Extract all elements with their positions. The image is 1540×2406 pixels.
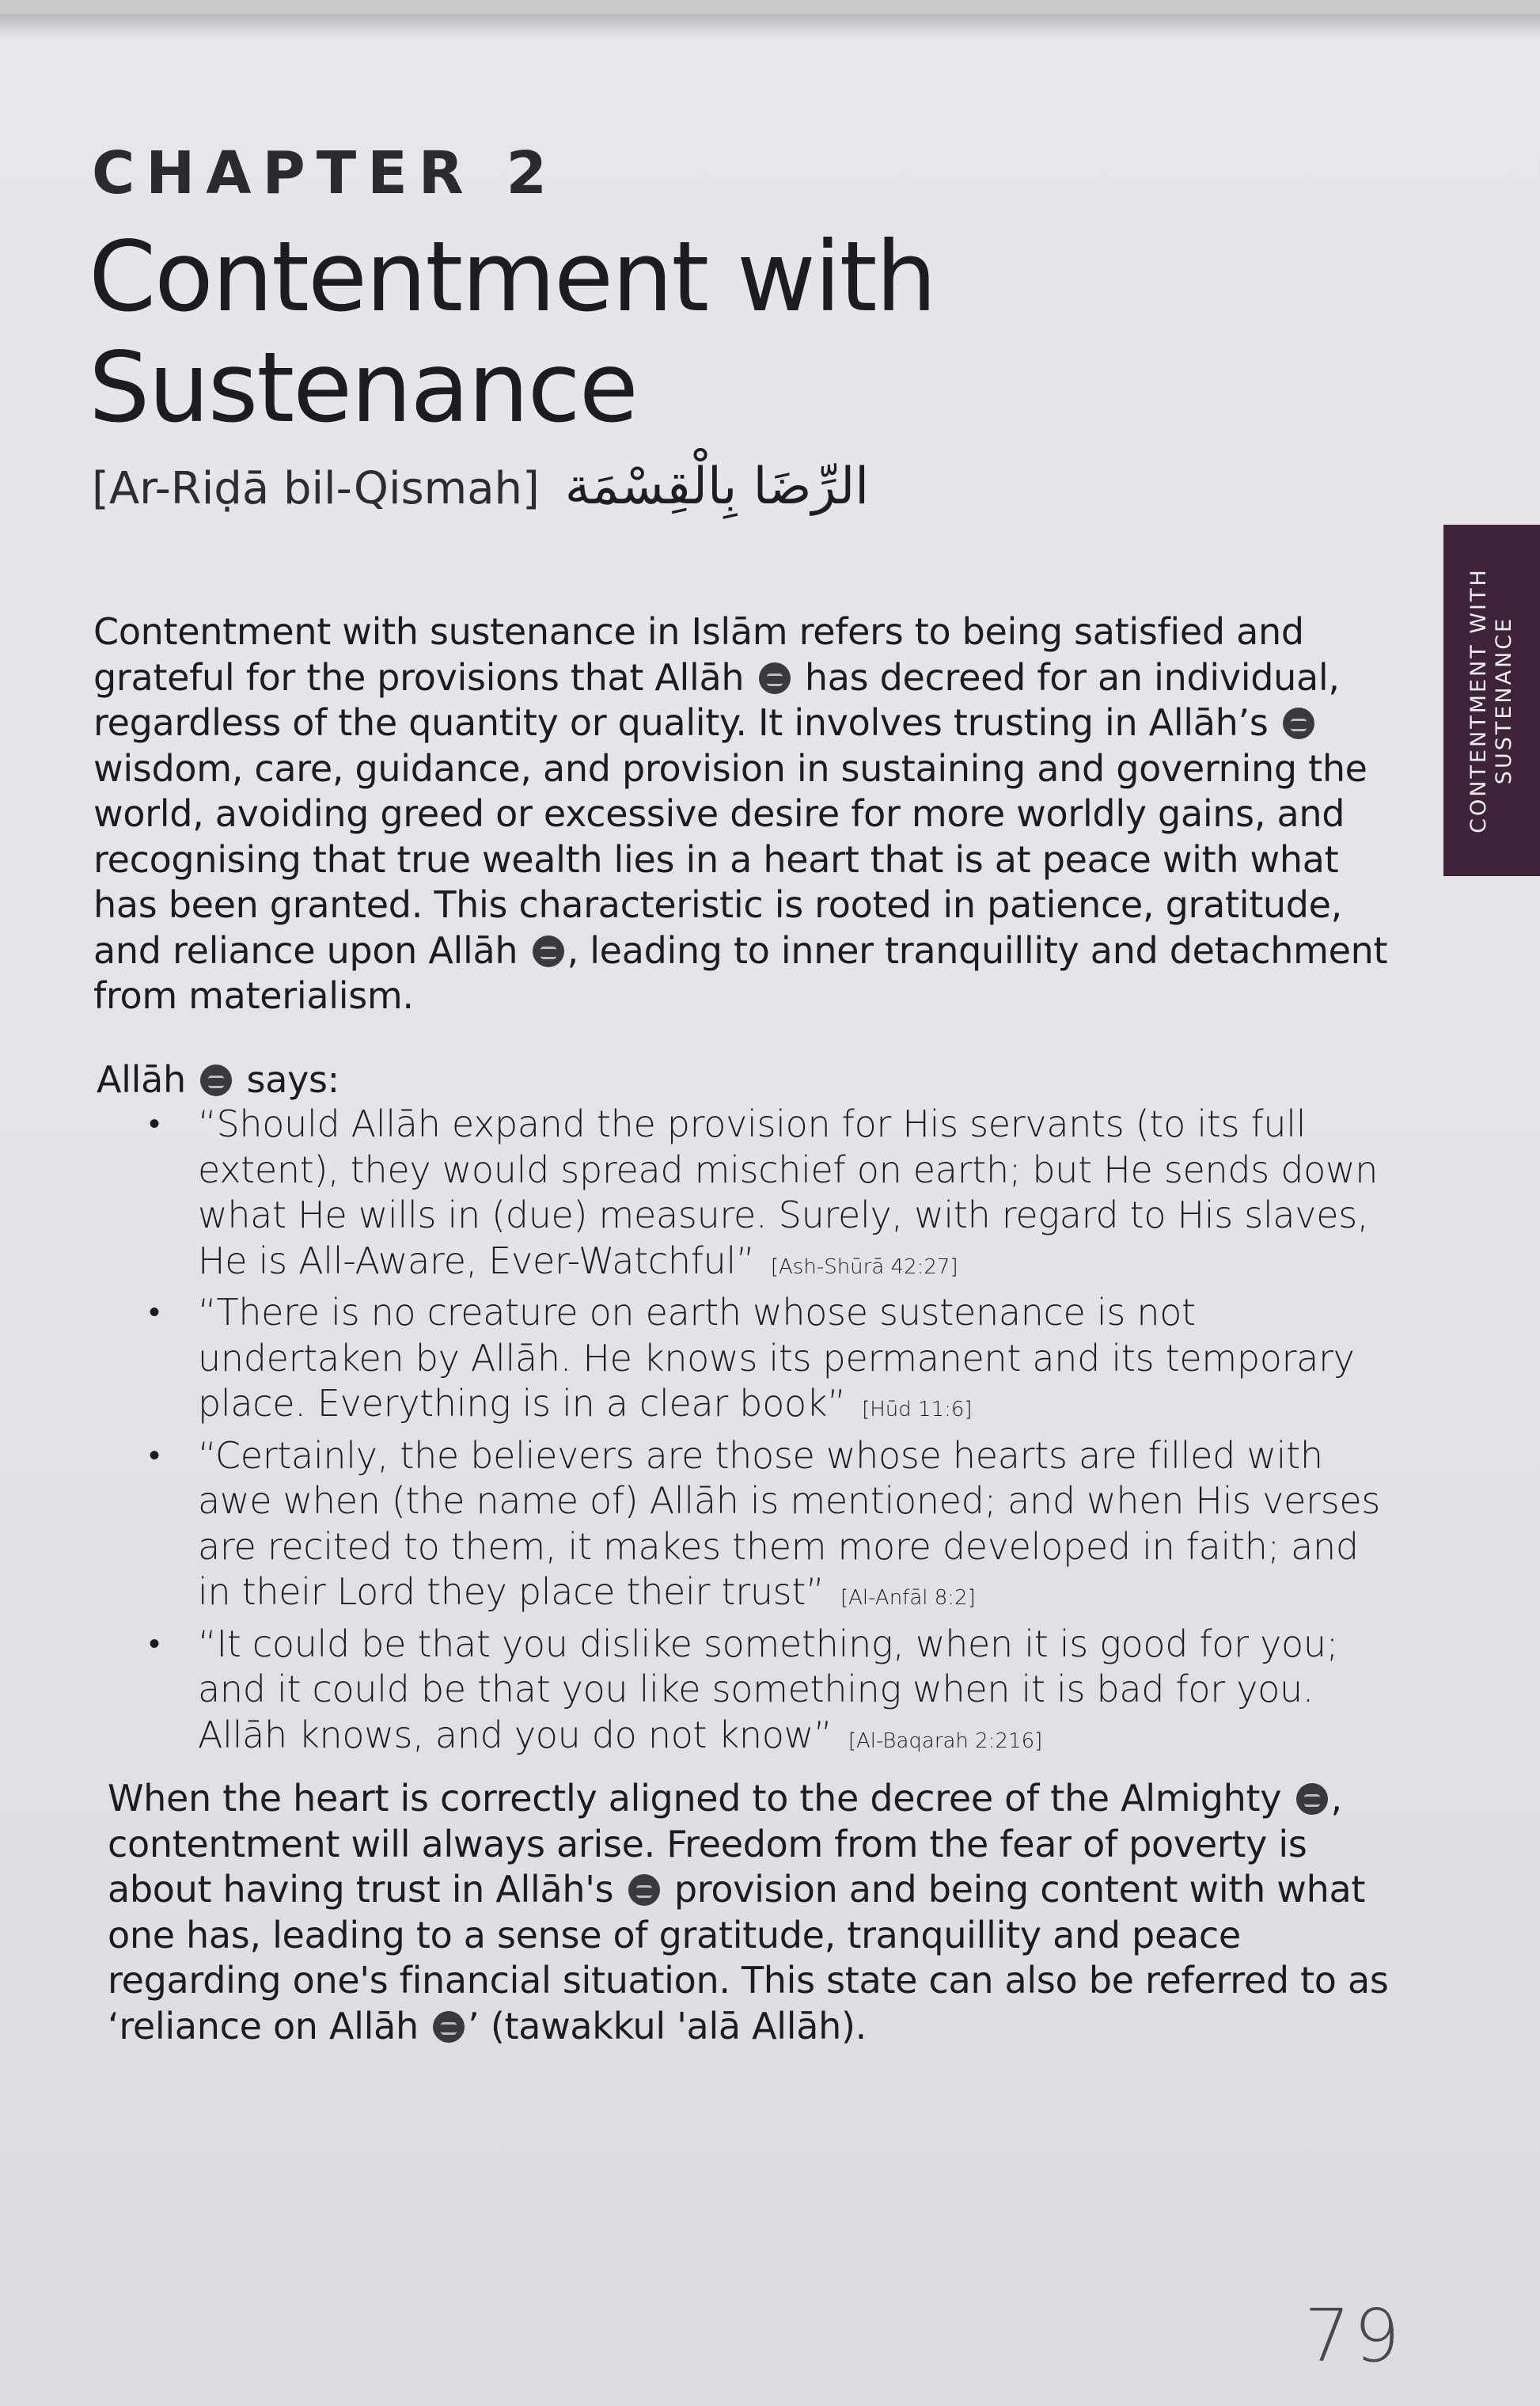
honorific-icon: [1283, 708, 1314, 739]
paragraph-1-text-a: Contentment with sustenance in Islām refers to being satisfied and grateful for the provisions that Allāh: [93, 610, 1304, 699]
paragraph-1-text-c: wisdom, care, guidance, and provision in sustaining and governing the world, avoiding greed or excessive desire for more worldly gains, and recognising that true wealth lies in a heart that is at peace with what has been granted. This characteristic is rooted in patience, gratitude, and reliance upon Allāh: [93, 746, 1367, 972]
paragraph-2-text-d: ’ (tawakkul 'alā Allāh).: [468, 2004, 867, 2047]
honorific-icon: [628, 1874, 660, 1906]
honorific-icon: [433, 2011, 465, 2043]
paragraph-1-text-d: , leading to inner tranquillity and detachment from materialism.: [93, 928, 1388, 1017]
paragraph-1: [93, 609, 1407, 1019]
verse-reference: [Hūd 11:6]: [862, 1398, 973, 1421]
bullet-icon: •: [149, 1436, 160, 1474]
side-tab-line2: SUSTENANCE: [1492, 616, 1517, 785]
verse-reference: [Al-Anfāl 8:2]: [840, 1586, 976, 1610]
intro-text-b: says:: [246, 1058, 339, 1101]
paragraph-2: [108, 1776, 1390, 2049]
verse-text: “It could be that you dislike something, when it is good for you; and it could be that you like something when it is bad for you. Allāh knows, and you do not know”: [198, 1622, 1338, 1756]
arabic-title: الرِّضَا بِالْقِسْمَة: [564, 457, 870, 516]
book-page: [0, 14, 1540, 2406]
honorific-icon: [533, 935, 564, 967]
paragraph-2-text-a: When the heart is correctly aligned to the decree of the Almighty: [108, 1777, 1282, 1820]
honorific-icon: [759, 662, 791, 694]
transliteration: [Ar-Riḍā bil-Qismah]: [92, 463, 540, 514]
bullet-icon: •: [149, 1625, 160, 1662]
paragraph-2-text-b: , contentment will always arise. Freedom from the fear of poverty is about having trust in Allāh's: [108, 1777, 1342, 1911]
verse-text: “There is no creature on earth whose sustenance is not undertaken by Allāh. He knows its permanent and its temporary place. Everything is in a clear book”: [198, 1291, 1355, 1425]
verse-text: “Should Allāh expand the provision for His servants (to its full extent), they would spread mischief on earth; but He sends down what He wills in (due) measure. Surely, with regard to His slaves, He is All-Aware, Ever-Watchful”: [198, 1102, 1379, 1282]
verse-reference: [Al-Baqarah 2:216]: [848, 1729, 1043, 1753]
page-top-shadow: [0, 14, 1540, 38]
verse-text: “Certainly, the believers are those whose hearts are filled with awe when (the name of) Allāh is mentioned; and when His verses are recited to them, it makes them more developed in faith; and in their Lord they place their trust”: [198, 1433, 1381, 1613]
intro-text-a: Allāh: [97, 1058, 186, 1101]
paragraph-1-text-b: has decreed for an individual, regardless of the quantity or quality. It involves trusting in Allāh’s: [93, 655, 1340, 744]
honorific-icon: [200, 1064, 232, 1096]
verse-item: [139, 1433, 1390, 1622]
side-tab-line1: CONTENTMENT WITH: [1466, 567, 1492, 833]
verse-list: [139, 1102, 1390, 1764]
bullet-icon: •: [149, 1294, 160, 1330]
verse-item: [139, 1622, 1390, 1765]
verse-reference: [Ash-Shūrā 42:27]: [770, 1254, 958, 1279]
verse-item: [139, 1290, 1390, 1433]
chapter-subtitle: [92, 457, 869, 516]
paragraph-2-text-c: provision and being content with what one has, leading to a sense of gratitude, tranquillity and peace regarding one's financial situation. This state can also be referred to as ‘reliance on Allāh: [108, 1868, 1389, 2047]
side-tab-text: [1466, 567, 1517, 833]
chapter-side-tab: [1443, 525, 1540, 876]
verse-item: [139, 1102, 1390, 1290]
chapter-label: CHAPTER 2: [92, 139, 559, 207]
honorific-icon: [1296, 1783, 1328, 1815]
verses-intro: [97, 1057, 1363, 1103]
bullet-icon: •: [149, 1106, 160, 1142]
page-number: 79: [1304, 2294, 1404, 2378]
chapter-title: Contentment with Sustenance: [89, 221, 935, 444]
